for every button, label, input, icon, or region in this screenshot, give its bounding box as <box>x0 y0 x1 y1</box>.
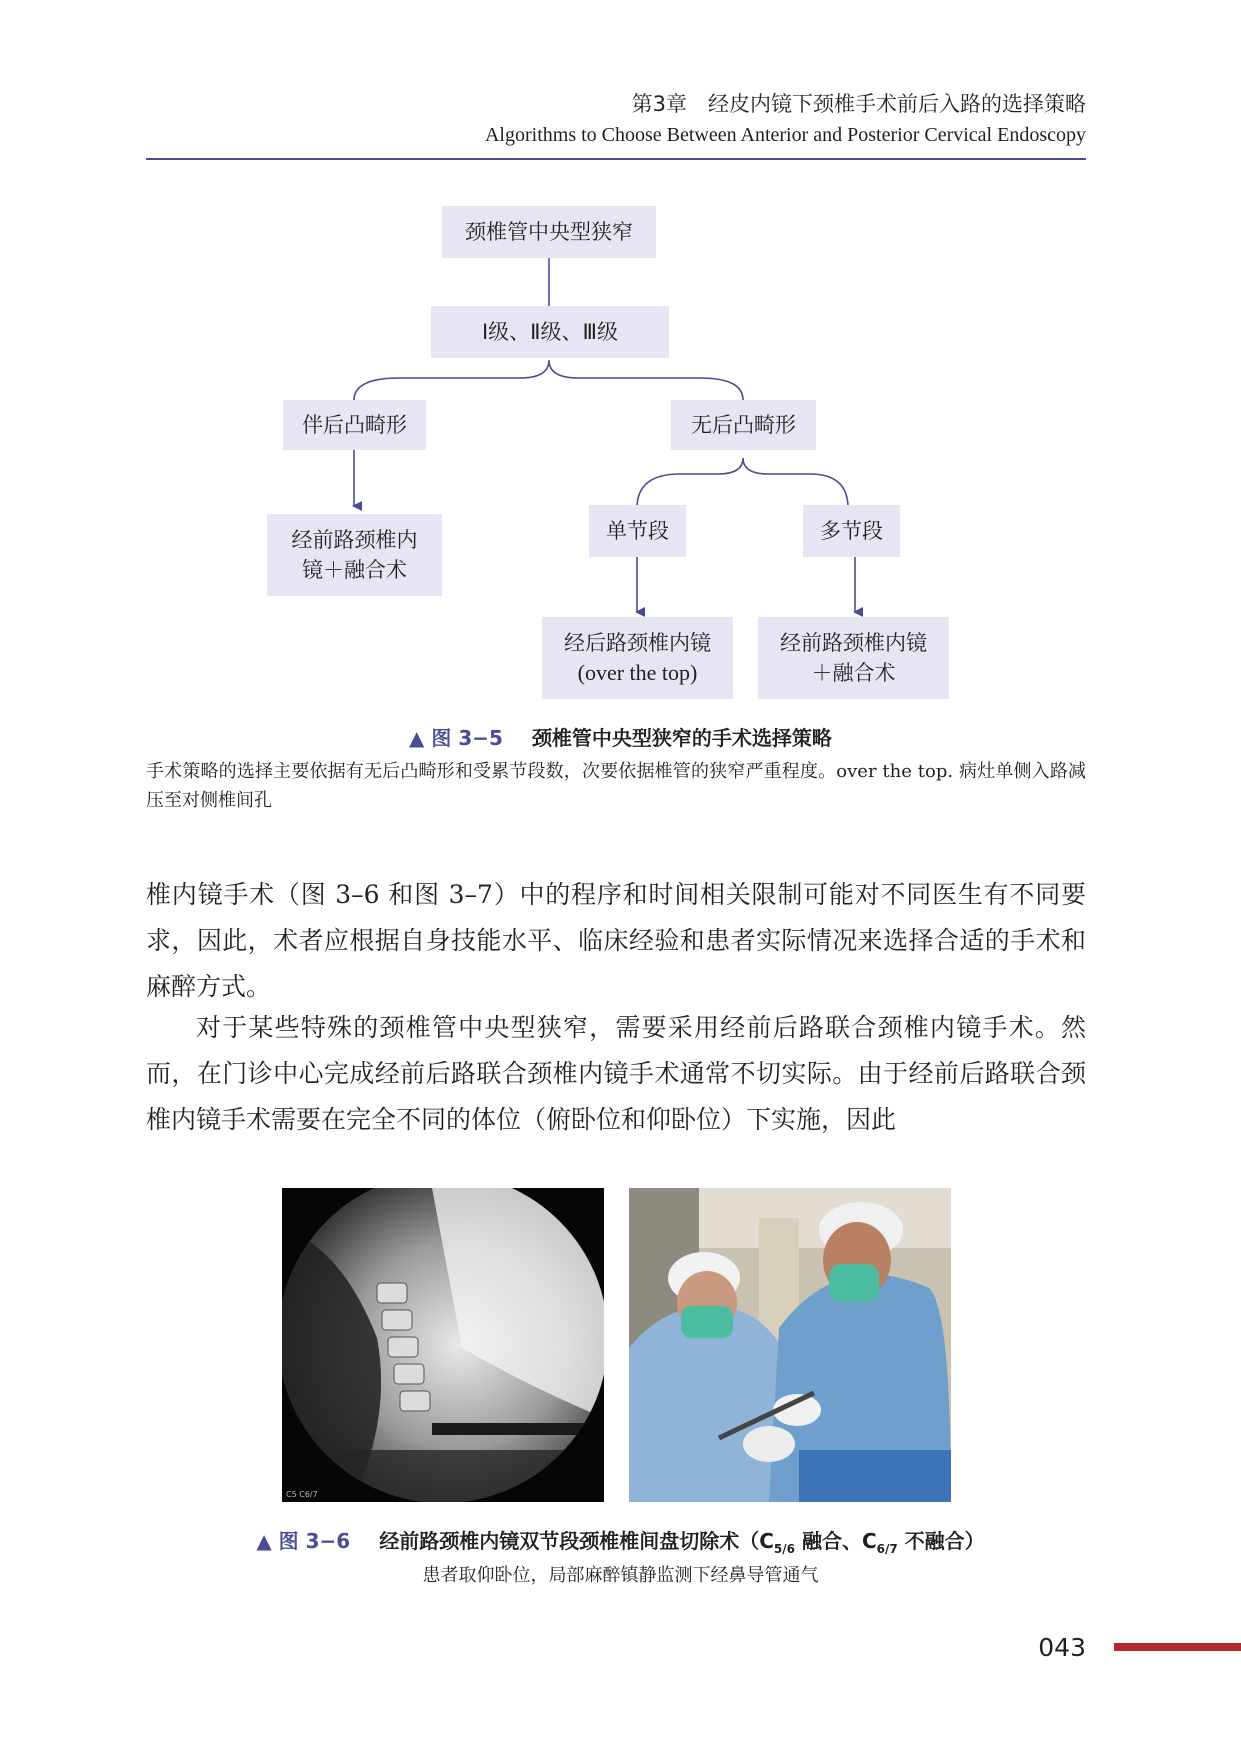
flow-box-posterior <box>542 617 733 699</box>
caption-triangle-icon: ▲ <box>409 726 425 750</box>
flow-box-without-kyphosis <box>671 400 816 450</box>
flow-box-single-level <box>589 505 686 557</box>
figure6-title-part2: 融合、C <box>794 1529 877 1553</box>
figure6-number: 图 3−6 <box>278 1529 351 1553</box>
figure5-title: 颈椎管中央型狭窄的手术选择策略 <box>531 726 832 750</box>
body-paragraph-1: 椎内镜手术（图 3–6 和图 3–7）中的程序和时间相关限制可能对不同医生有不同要求，因此，术者应根据自身技能水平、临床经验和患者实际情况来选择合适的手术和麻醉方式。 <box>146 880 1086 1001</box>
figure6-note: 患者取仰卧位，局部麻醉镇静监测下经鼻导管通气 <box>422 1565 819 1586</box>
flow-box-with-kyphosis <box>283 400 426 450</box>
figure6-title-part1: 经前路颈椎内镜双节段颈椎椎间盘切除术（C <box>379 1529 774 1553</box>
flow-box-multi-level <box>803 505 900 557</box>
flow-box-anterior-fusion-line1: 经前路颈椎内 <box>291 528 418 552</box>
figure6-title-part3: 不融合） <box>897 1529 985 1553</box>
flow-box-without-kyphosis-label: 无后凸畸形 <box>691 413 796 437</box>
flow-box-root-label: 颈椎管中央型狭窄 <box>465 220 633 244</box>
flow-box-single-level-label: 单节段 <box>606 519 669 543</box>
flow-box-multi-anterior-line1: 经前路颈椎内镜 <box>780 631 927 655</box>
figure6-sub1: 5/6 <box>773 1542 795 1556</box>
flow-box-grades-label: Ⅰ级、Ⅱ级、Ⅲ级 <box>481 320 618 344</box>
figure5-note: 手术策略的选择主要依据有无后凸畸形和受累节段数，次要依据椎管的狭窄严重程度。over the top. 病灶单侧入路减压至对侧椎间孔 <box>146 761 1086 811</box>
figure6-caption <box>0 1525 1241 1556</box>
flow-box-posterior-line1: 经后路颈椎内镜 <box>564 631 711 655</box>
xray-label: C5 C6/7 <box>286 1490 318 1499</box>
body-paragraph-2: 对于某些特殊的颈椎管中央型狭窄，需要采用经前后路联合颈椎内镜手术。然而，在门诊中心完成经前后路联合颈椎内镜手术通常不切实际。由于经前后路联合颈椎内镜手术需要在完全不同的体位（俯卧位和仰卧位）下实施，因此 <box>146 1013 1086 1134</box>
flow-box-grades <box>431 306 669 358</box>
flowchart-connectors <box>0 0 1241 720</box>
flow-box-multi-level-label: 多节段 <box>820 519 883 543</box>
xray-image <box>282 1188 604 1502</box>
figure6-sub2: 6/7 <box>876 1542 898 1556</box>
flow-box-multi-anterior <box>758 617 949 699</box>
flow-box-posterior-line2: (over the top) <box>577 660 698 685</box>
flow-box-with-kyphosis-label: 伴后凸畸形 <box>302 413 407 437</box>
figure5-caption <box>0 722 1241 751</box>
flow-box-root <box>442 206 656 258</box>
surgery-photo <box>629 1188 951 1502</box>
chapter-title-cn: 第3章 经皮内镜下颈椎手术前后入路的选择策略 <box>631 92 1086 116</box>
chapter-title-en: Algorithms to Choose Between Anterior and Posterior Cervical Endoscopy <box>484 124 1086 146</box>
brace-levels-split <box>637 458 848 508</box>
page-number: 043 <box>1038 1633 1086 1662</box>
flow-box-anterior-fusion <box>267 514 442 596</box>
brace-grades-split <box>354 360 743 400</box>
flow-box-anterior-fusion-line2: 镜＋融合术 <box>302 558 407 582</box>
footer-accent-bar <box>1114 1643 1241 1651</box>
caption-triangle-icon: ▲ <box>256 1529 272 1553</box>
figure5-number: 图 3−5 <box>431 726 503 750</box>
flow-box-multi-anterior-line2: ＋融合术 <box>811 661 896 685</box>
